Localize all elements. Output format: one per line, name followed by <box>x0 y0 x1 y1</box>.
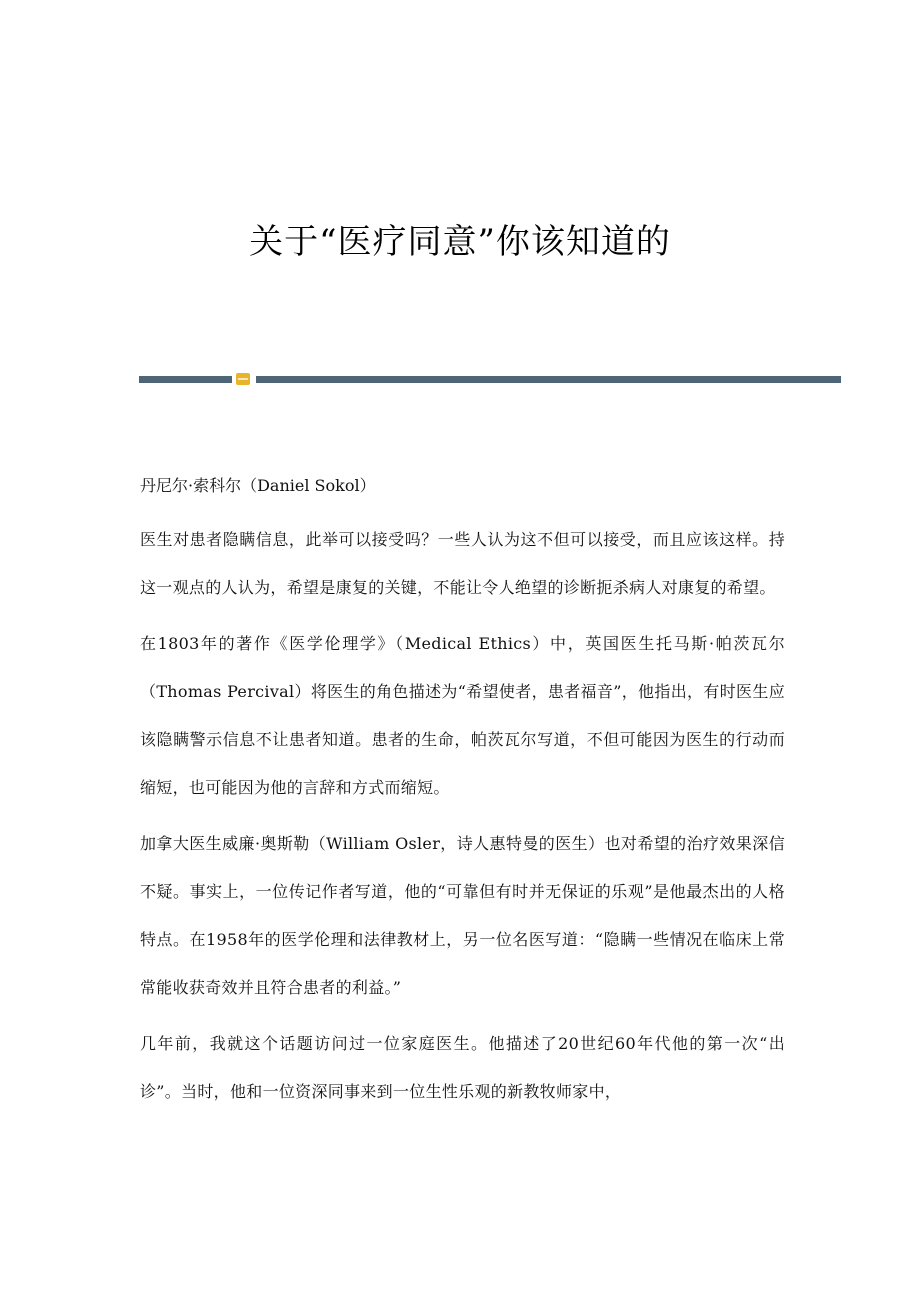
divider-bar-left <box>139 376 232 383</box>
paragraph-2: 在1803年的著作《医学伦理学》（Medical Ethics）中，英国医生托马斯·帕茨瓦尔（Thomas Percival）将医生的角色描述为“希望使者，患者福音”，他指出，有时医生应该隐瞒警示信息不让患者知道。患者的生命，帕茨瓦尔写道，不但可能因为医生的行动而缩短，也可能因为他的言辞和方式而缩短。 <box>140 634 785 797</box>
paragraph-3: 加拿大医生威廉·奥斯勒（William Osler，诗人惠特曼的医生）也对希望的治疗效果深信不疑。事实上，一位传记作者写道，他的“可靠但有时并无保证的乐观”是他最杰出的人格特点。在1958年的医学伦理和法律教材上，另一位名医写道：“隐瞒一些情况在临床上常常能收获奇效并且符合患者的利益。” <box>140 834 785 997</box>
document-title: 关于“医疗同意”你该知道的 <box>249 222 671 262</box>
paragraph-1: 医生对患者隐瞒信息，此举可以接受吗？一些人认为这不但可以接受，而且应该这样。持这一观点的人认为，希望是康复的关键，不能让令人绝望的诊断扼杀病人对康复的希望。 <box>140 530 785 597</box>
paragraph-4: 几年前，我就这个话题访问过一位家庭医生。他描述了20世纪60年代他的第一次“出诊”。当时，他和一位资深同事来到一位生性乐观的新教牧师家中， <box>140 1034 785 1101</box>
author-line: 丹尼尔·索科尔（Daniel Sokol） <box>140 476 376 495</box>
divider-bar-right <box>256 376 841 383</box>
title-divider <box>139 373 841 385</box>
article-body <box>140 468 785 1124</box>
divider-marker-icon <box>236 373 250 385</box>
